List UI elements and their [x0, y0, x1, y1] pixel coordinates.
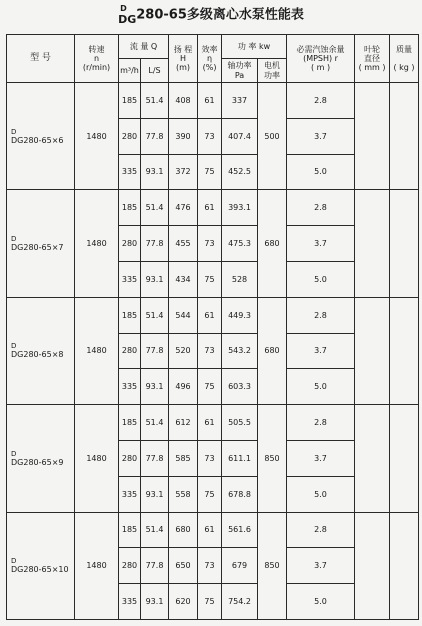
efficiency-cell: 61	[198, 83, 222, 119]
title-text: 280-65多级离心水泵性能表	[136, 7, 304, 23]
efficiency-cell: 73	[198, 440, 222, 476]
speed-cell: 1480	[75, 297, 119, 404]
head-cell: 372	[169, 154, 198, 190]
page-title	[0, 4, 422, 30]
impeller-cell	[355, 297, 390, 404]
flow-m3h-cell: 185	[119, 297, 141, 333]
motor-power-cell: 680	[258, 190, 287, 297]
shaft-power-cell: 754.2	[222, 584, 258, 620]
mass-cell	[390, 405, 419, 512]
head-cell: 408	[169, 83, 198, 119]
head-cell: 544	[169, 297, 198, 333]
shaft-power-cell: 679	[222, 548, 258, 584]
title-model-prefix	[118, 4, 136, 26]
speed-cell: 1480	[75, 83, 119, 190]
efficiency-cell: 61	[198, 297, 222, 333]
table-row	[7, 190, 419, 226]
mass-cell	[390, 297, 419, 404]
header-model: 型 号	[7, 35, 75, 83]
model-name: DG280-65×7	[11, 242, 64, 252]
flow-ls-cell: 51.4	[141, 83, 169, 119]
flow-ls-cell: 51.4	[141, 405, 169, 441]
flow-m3h-cell: 280	[119, 333, 141, 369]
model-name: DG280-65×9	[11, 457, 64, 467]
header-shaft-power: 轴功率 Pa	[222, 59, 258, 83]
shaft-power-cell: 337	[222, 83, 258, 119]
flow-m3h-cell: 185	[119, 405, 141, 441]
table-body	[7, 83, 419, 620]
efficiency-cell: 75	[198, 261, 222, 297]
header-efficiency: 效率 η (%)	[198, 35, 222, 83]
flow-ls-cell: 93.1	[141, 584, 169, 620]
flow-m3h-cell: 185	[119, 83, 141, 119]
npsh-cell: 5.0	[287, 476, 355, 512]
npsh-cell: 5.0	[287, 154, 355, 190]
speed-cell: 1480	[75, 512, 119, 619]
flow-ls-cell: 51.4	[141, 297, 169, 333]
shaft-power-cell: 561.6	[222, 512, 258, 548]
flow-m3h-cell: 185	[119, 512, 141, 548]
npsh-cell: 5.0	[287, 584, 355, 620]
mass-cell	[390, 83, 419, 190]
head-cell: 455	[169, 226, 198, 262]
mass-cell	[390, 190, 419, 297]
model-superscript: D	[11, 342, 17, 351]
flow-m3h-cell: 335	[119, 261, 141, 297]
table-row	[7, 512, 419, 548]
shaft-power-cell: 543.2	[222, 333, 258, 369]
head-cell: 558	[169, 476, 198, 512]
table-row	[7, 83, 419, 119]
header-npsh: 必需汽蚀余量 (MPSH) r ( m )	[287, 35, 355, 83]
performance-table	[6, 34, 419, 620]
model-name: DG280-65×6	[11, 135, 64, 145]
header-speed: 转速 n (r/min)	[75, 35, 119, 83]
flow-m3h-cell: 335	[119, 476, 141, 512]
efficiency-cell: 73	[198, 333, 222, 369]
motor-power-cell: 850	[258, 405, 287, 512]
flow-m3h-cell: 335	[119, 154, 141, 190]
flow-ls-cell: 51.4	[141, 512, 169, 548]
motor-power-cell: 850	[258, 512, 287, 619]
flow-ls-cell: 77.8	[141, 333, 169, 369]
table-row	[7, 405, 419, 441]
speed-cell: 1480	[75, 405, 119, 512]
speed-cell: 1480	[75, 190, 119, 297]
head-cell: 476	[169, 190, 198, 226]
npsh-cell: 3.7	[287, 548, 355, 584]
model-cell	[7, 83, 75, 190]
flow-m3h-cell: 280	[119, 226, 141, 262]
efficiency-cell: 75	[198, 584, 222, 620]
flow-m3h-cell: 280	[119, 118, 141, 154]
model-cell	[7, 190, 75, 297]
flow-ls-cell: 93.1	[141, 476, 169, 512]
shaft-power-cell: 475.3	[222, 226, 258, 262]
model-superscript: D	[11, 127, 17, 136]
header-flow-ls: L/S	[141, 59, 169, 83]
model-cell	[7, 512, 75, 619]
efficiency-cell: 75	[198, 154, 222, 190]
header-motor-power: 电机 功率	[258, 59, 287, 83]
model-cell	[7, 297, 75, 404]
motor-power-cell: 680	[258, 297, 287, 404]
head-cell: 650	[169, 548, 198, 584]
model-cell	[7, 405, 75, 512]
head-cell: 612	[169, 405, 198, 441]
npsh-cell: 2.8	[287, 297, 355, 333]
npsh-cell: 2.8	[287, 190, 355, 226]
flow-ls-cell: 51.4	[141, 190, 169, 226]
model-superscript: D	[11, 557, 17, 566]
npsh-cell: 2.8	[287, 405, 355, 441]
efficiency-cell: 61	[198, 190, 222, 226]
head-cell: 680	[169, 512, 198, 548]
head-cell: 434	[169, 261, 198, 297]
flow-ls-cell: 77.8	[141, 118, 169, 154]
flow-m3h-cell: 280	[119, 548, 141, 584]
flow-m3h-cell: 185	[119, 190, 141, 226]
shaft-power-cell: 505.5	[222, 405, 258, 441]
flow-ls-cell: 93.1	[141, 154, 169, 190]
flow-ls-cell: 77.8	[141, 548, 169, 584]
npsh-cell: 5.0	[287, 261, 355, 297]
npsh-cell: 2.8	[287, 83, 355, 119]
efficiency-cell: 73	[198, 226, 222, 262]
flow-ls-cell: 93.1	[141, 369, 169, 405]
mass-cell	[390, 512, 419, 619]
shaft-power-cell: 449.3	[222, 297, 258, 333]
flow-m3h-cell: 335	[119, 584, 141, 620]
impeller-cell	[355, 190, 390, 297]
table-row	[7, 297, 419, 333]
header-power: 功 率 kw	[222, 35, 287, 59]
flow-ls-cell: 77.8	[141, 440, 169, 476]
impeller-cell	[355, 83, 390, 190]
flow-m3h-cell: 335	[119, 369, 141, 405]
shaft-power-cell: 603.3	[222, 369, 258, 405]
head-cell: 620	[169, 584, 198, 620]
efficiency-cell: 61	[198, 512, 222, 548]
motor-power-cell: 500	[258, 83, 287, 190]
head-cell: 390	[169, 118, 198, 154]
header-impeller: 叶轮 直径 ( mm )	[355, 35, 390, 83]
npsh-cell: 2.8	[287, 512, 355, 548]
model-superscript: D	[11, 449, 17, 458]
shaft-power-cell: 452.5	[222, 154, 258, 190]
shaft-power-cell: 528	[222, 261, 258, 297]
impeller-cell	[355, 405, 390, 512]
npsh-cell: 3.7	[287, 226, 355, 262]
head-cell: 520	[169, 333, 198, 369]
flow-ls-cell: 93.1	[141, 261, 169, 297]
shaft-power-cell: 611.1	[222, 440, 258, 476]
flow-ls-cell: 77.8	[141, 226, 169, 262]
head-cell: 585	[169, 440, 198, 476]
efficiency-cell: 73	[198, 118, 222, 154]
title-superscript: D	[120, 4, 127, 13]
efficiency-cell: 61	[198, 405, 222, 441]
npsh-cell: 3.7	[287, 333, 355, 369]
model-superscript: D	[11, 234, 17, 243]
shaft-power-cell: 393.1	[222, 190, 258, 226]
model-name: DG280-65×10	[11, 565, 69, 575]
head-cell: 496	[169, 369, 198, 405]
header-flow-m3h: m³/h	[119, 59, 141, 83]
shaft-power-cell: 407.4	[222, 118, 258, 154]
header-head: 扬 程 H (m)	[169, 35, 198, 83]
npsh-cell: 5.0	[287, 369, 355, 405]
efficiency-cell: 73	[198, 548, 222, 584]
flow-m3h-cell: 280	[119, 440, 141, 476]
efficiency-cell: 75	[198, 369, 222, 405]
npsh-cell: 3.7	[287, 440, 355, 476]
model-name: DG280-65×8	[11, 350, 64, 360]
header-flow: 流 量 Q	[119, 35, 169, 59]
efficiency-cell: 75	[198, 476, 222, 512]
header-mass: 质量 ( kg )	[390, 35, 419, 83]
title-prefix: DG	[118, 13, 137, 26]
npsh-cell: 3.7	[287, 118, 355, 154]
shaft-power-cell: 678.8	[222, 476, 258, 512]
impeller-cell	[355, 512, 390, 619]
